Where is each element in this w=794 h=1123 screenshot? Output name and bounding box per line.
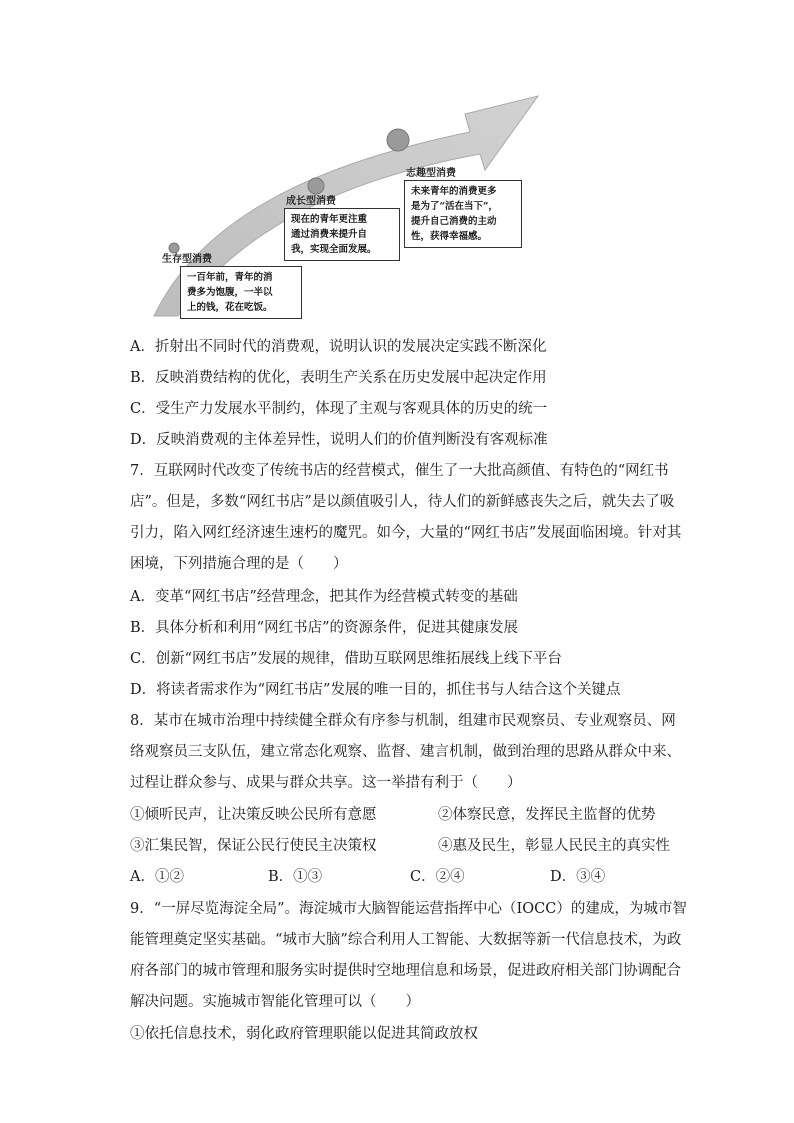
stage-box-line: 上的钱，花在吃饭。	[187, 302, 273, 313]
q8-item-4: ④惠及民生，彰显人民民主的真实性	[438, 838, 670, 854]
stage-label-interest: 志趣型消费	[406, 168, 456, 179]
stage-box-line: 通过消费来提升自	[291, 229, 368, 240]
stage-box-line: 现在的青年更注重	[291, 214, 368, 225]
q7-stem-line: 引力，陷入网红经济速生速朽的魔咒。如今，大量的“网红书店”发展面临困境。针对其	[130, 525, 682, 541]
q7-option-d: D．将读者需求作为“网红书店”发展的唯一目的，抓住书与人结合这个关键点	[130, 682, 621, 698]
q9-item-1: ①依托信息技术，弱化政府管理职能以促进其简政放权	[130, 1026, 478, 1042]
q7-option-a: A．变革“网红书店”经营理念，把其作为经营模式转变的基础	[130, 589, 518, 605]
q6-option-a: A．折射出不同时代的消费观，说明认识的发展决定实践不断深化	[130, 339, 547, 355]
stage-box-growth	[284, 208, 400, 261]
stage-box-line: 未来青年的消费更多	[411, 186, 497, 197]
consumption-figure	[140, 70, 540, 318]
q8-choice-a: A．①②	[130, 869, 184, 885]
q6-option-b: B．反映消费结构的优化，表明生产关系在历史发展中起决定作用	[130, 370, 547, 386]
q7-stem-line: 店”。但是，多数“网红书店”是以颜值吸引人，待人们的新鲜感丧失之后，就失去了吸	[130, 494, 675, 510]
q8-item-3: ③汇集民智，保证公民行使民主决策权	[130, 838, 377, 854]
q7-stem-line: 困境，下列措施合理的是（ ）	[130, 556, 348, 572]
q9-stem-line: 能管理奠定坚实基础。“城市大脑”综合利用人工智能、大数据等新一代信息技术，为政	[130, 932, 682, 948]
q9-stem-line: 府各部门的城市管理和服务实时提供时空地理信息和场景，促进政府相关部门协调配合	[130, 963, 681, 979]
q8-choice-b: B．①③	[268, 869, 323, 885]
q8-item-1: ①倾听民声，让决策反映公民所有意愿	[130, 807, 377, 823]
q7-stem-line: 7．互联网时代改变了传统书店的经营模式，催生了一大批高颜值、有特色的“网红书	[130, 463, 669, 479]
q8-stem-line: 过程让群众参与、成果与群众共享。这一举措有利于（ ）	[130, 775, 522, 791]
stage-box-interest	[404, 180, 522, 248]
stage-box-line: 提升自己消费的主动	[411, 216, 497, 227]
stage-box-line: 费多为饱腹，一半以	[187, 287, 273, 298]
stage-label-growth: 成长型消费	[286, 196, 336, 207]
q8-choice-d: D．③④	[550, 869, 606, 885]
stage-dot	[387, 129, 409, 151]
q7-option-c: C．创新“网红书店”发展的规律，借助互联网思维拓展线上线下平台	[130, 651, 562, 667]
q9-stem-line: 9．“一屏尽览海淀全局”。海淀城市大脑智能运营指挥中心（IOCC）的建成，为城市智	[130, 901, 687, 917]
q8-stem-line: 络观察员三支队伍，建立常态化观察、监督、建言机制，做到治理的思路从群众中来、	[130, 744, 681, 760]
q6-option-c: C．受生产力发展水平制约，体现了主观与客观具体的历史的统一	[130, 401, 548, 417]
stage-box-survival	[180, 266, 302, 319]
q8-stem-line: 8．某市在城市治理中持续健全群众有序参与机制，组建市民观察员、专业观察员、网	[130, 713, 676, 729]
q6-option-d: D．反映消费观的主体差异性，说明人们的价值判断没有客观标准	[130, 432, 548, 448]
stage-box-line: 是为了“活在当下”，	[411, 201, 498, 212]
stage-label-survival: 生存型消费	[162, 254, 212, 265]
q9-stem-line: 解决问题。实施城市智能化管理可以（ ）	[130, 994, 420, 1010]
stage-box-line: 性，获得幸福感。	[411, 231, 488, 242]
q8-item-2: ②体察民意，发挥民主监督的优势	[438, 807, 656, 823]
q7-option-b: B．具体分析和利用“网红书店”的资源条件，促进其健康发展	[130, 620, 518, 636]
q8-choice-c: C．②④	[410, 869, 465, 885]
stage-box-line: 一百年前，青年的消	[187, 272, 273, 283]
stage-box-line: 我，实现全面发展。	[291, 244, 377, 255]
